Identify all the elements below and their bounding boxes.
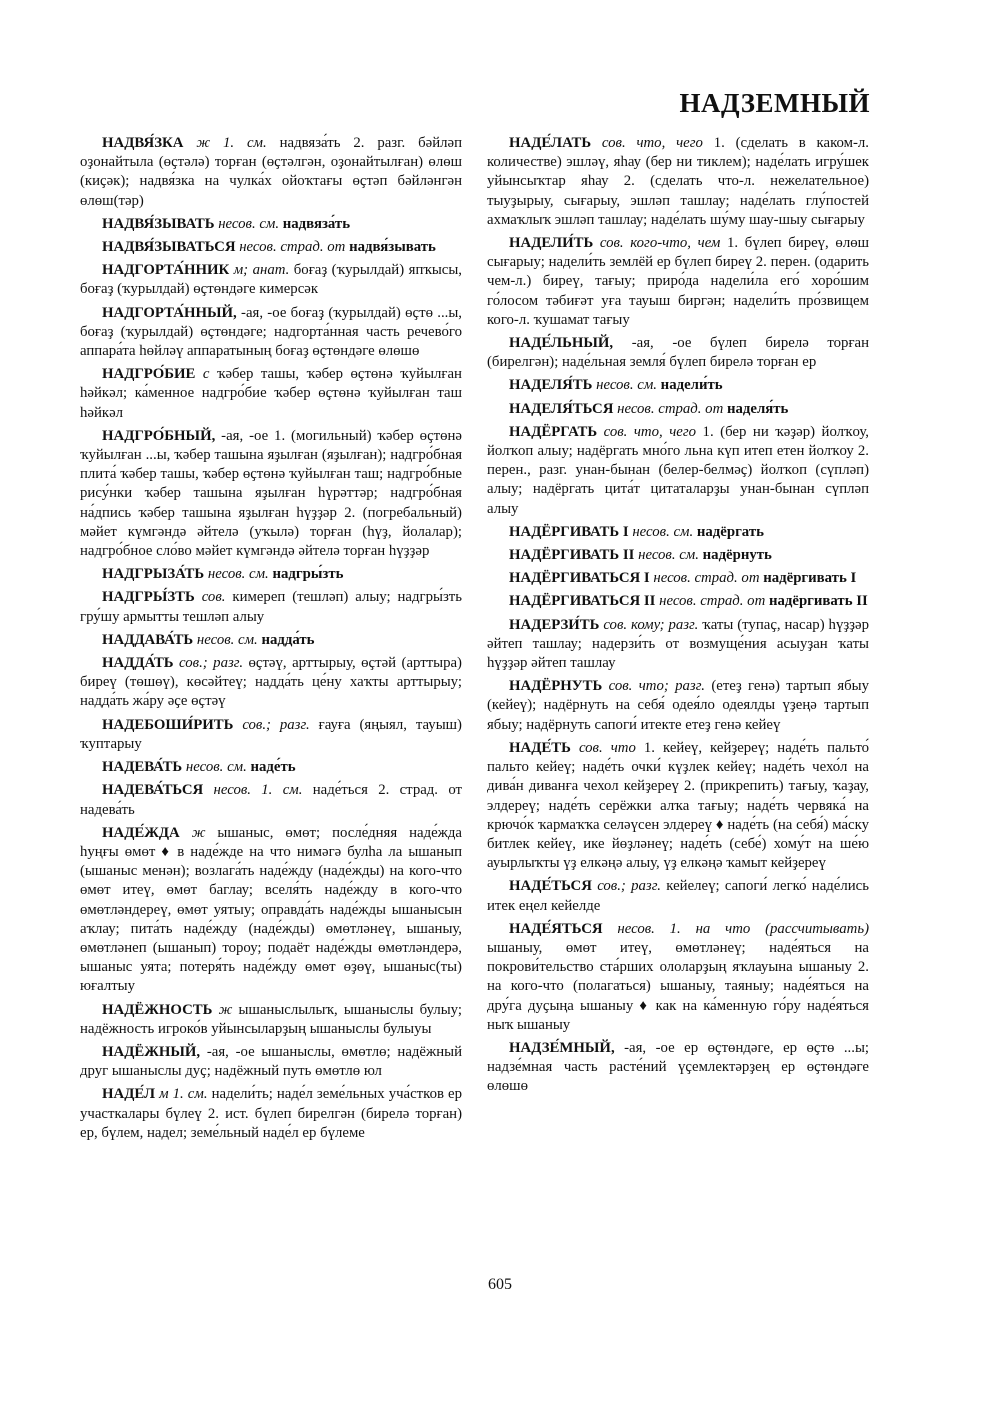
grammar-note: несов. страд. от bbox=[613, 400, 724, 417]
dictionary-entry bbox=[80, 304, 462, 362]
definition: кимереп (тешләп) алыу; надгры́зть гру́шу армытты тешләп алыу bbox=[80, 589, 463, 625]
definition: -ая, -ое 1. (могильный) ҡәбер өҫтөнә ҡуйылған ...ы, ҡәбер ташына яҙылған (яҙылған); надгро́бная плита́ ҡәбер ташы, ҡәбер өҫтөнә ҡуйылған таш; надгро́бные рису́нки ҡәбер ташына яҙылған һүрәттәр; надгро́бная на́дпись ҡәбер ташына яҙылған һүҙҙәр 2. (погребальный) мәйет күмгәндә әйтелә (уҡылә) торған (һүҙ, йолалар); надгро́бное сло́во мәйет күмгәндә әйтелә торған һүҙҙәр bbox=[80, 427, 462, 560]
grammar-note: несов. см. bbox=[628, 523, 694, 540]
definition: 1. (бер ни ҡәҙәр) йолҡоу, йолҡоп алыу; надёргать мно́го льна күп итеп етен йолҡоу 2. перен., разг. унан-бынан (белер-белмәҫ) йолҡоп (сүпләп) алыу; надёргать цита́т цитаталарҙы унан-бынан сүпләп алыу bbox=[487, 423, 869, 517]
grammar-note: несов. см. bbox=[214, 215, 280, 232]
headword: НАДЕБОШИ́РИТЬ bbox=[102, 716, 234, 733]
grammar-note: несов. см. bbox=[634, 547, 699, 564]
grammar-note: сов.; разг. bbox=[233, 716, 310, 733]
headword: НАДЁРГИВАТЬ I bbox=[509, 523, 629, 540]
dictionary-entry bbox=[487, 877, 869, 915]
headword: НАДЕ́ЯТЬСЯ bbox=[509, 920, 603, 937]
grammar-note: м 1. см. bbox=[155, 1086, 208, 1103]
headword: НАДЕВА́ТЬСЯ bbox=[102, 782, 204, 799]
definition: надёргивать I bbox=[759, 570, 857, 587]
definition: надели́ть; наде́л земе́льных уча́стков ер участкалары бүлеү 2. ист. бүлеп бирелгән (бирелә торған) ер, бүлем, надел; земе́льный наде́л ер бүлеме bbox=[80, 1086, 462, 1141]
dictionary-entry bbox=[487, 592, 869, 611]
grammar-note: сов. кому; разг. bbox=[599, 616, 699, 633]
definition: надвяза́ть bbox=[279, 215, 351, 232]
dictionary-entry bbox=[487, 234, 869, 330]
grammar-note: несов. 1. на что (рассчитывать) bbox=[602, 920, 869, 937]
dictionary-entry bbox=[487, 546, 869, 565]
headword: НАДЁРГАТЬ bbox=[509, 423, 598, 440]
grammar-note: несов. см. bbox=[592, 377, 657, 394]
grammar-note: ж 1. см. bbox=[183, 135, 267, 151]
dictionary-entry bbox=[487, 677, 869, 735]
headword: НАДЕЛЯ́ТЬСЯ bbox=[509, 400, 614, 417]
grammar-note: ж bbox=[212, 1001, 233, 1018]
headword: НАДВЯ́ЗЫВАТЬСЯ bbox=[102, 239, 236, 256]
headword: НАДГРЫ́ЗТЬ bbox=[102, 589, 195, 606]
definition: надёрнуть bbox=[698, 547, 772, 564]
definition: надвяза́ть 2. разг. бәйләп оҙонайтыла (өҫтәлә) торған (өҫтәлгән, оҙонайтылған) өлөш (киҫәк); надвя́зка на чулка́х ойоҡтағы өҫтәп бәйләнгән өлөш(тәр) bbox=[80, 135, 463, 209]
headword: НАДЗЕ́МНЫЙ, bbox=[509, 1039, 615, 1056]
dictionary-entry bbox=[487, 523, 869, 542]
grammar-note: сов. кого-что, чем bbox=[593, 235, 721, 252]
grammar-note: с bbox=[195, 366, 210, 383]
headword: НАДДА́ТЬ bbox=[102, 655, 174, 672]
headword: НАДЕ́Л bbox=[102, 1086, 156, 1103]
headword: НАДЕ́ЛЬНЫЙ, bbox=[509, 335, 614, 352]
dictionary-entry bbox=[80, 631, 462, 650]
grammar-note: несов. страд. от bbox=[649, 570, 760, 587]
headword: НАДЁЖНЫЙ, bbox=[102, 1043, 201, 1060]
grammar-note: сов. что, чего bbox=[597, 423, 697, 440]
headword: НАДЁРГИВАТЬ II bbox=[509, 547, 635, 564]
headword: НАДЕ́ТЬСЯ bbox=[509, 878, 592, 895]
definition: надёргивать II bbox=[765, 593, 868, 610]
dictionary-entry bbox=[80, 565, 462, 584]
headword: НАДЕЛЯ́ТЬ bbox=[509, 377, 593, 394]
headword: НАДГОРТА́ННИК bbox=[102, 262, 230, 279]
dictionary-entry bbox=[487, 423, 869, 519]
grammar-note: сов. что bbox=[570, 739, 636, 756]
dictionary-entry bbox=[80, 1001, 462, 1039]
grammar-note: сов. что, чего bbox=[591, 135, 703, 151]
grammar-note: несов. см. bbox=[193, 631, 258, 648]
left-column bbox=[80, 134, 462, 1147]
dictionary-entry bbox=[80, 654, 462, 712]
definition: ҡәбер ташы, ҡәбер өҫтөнә ҡуйылған һәйкәл; ка́менное надгро́бие ҡәбер өҫтөнә ҡуйылған таш һәйкәл bbox=[80, 366, 462, 421]
definition: -ая, -ое бүлеп бирелә торған (бирелгән); наде́льная земля́ бүлеп бирелә торған ер bbox=[487, 335, 869, 371]
definition: 1. (сделать в каком-л. количестве) эшләү, яһау (бер ни тиклем); наде́лать игру́шек уйынсыҡтар яһау 2. (сделать что-л. нежелательное) тыуҙырыу, сығарыу, эшләп ташлау; наде́лать глу́постей ахмаҡлыҡ эшләп ташлау; наде́лать шу́му шау-шыу сығарыу bbox=[487, 135, 869, 228]
dictionary-entry bbox=[487, 134, 869, 230]
right-column bbox=[487, 134, 869, 1101]
dictionary-entry bbox=[487, 334, 869, 372]
headword: НАДЁРГИВАТЬСЯ I bbox=[509, 570, 650, 587]
definition: -ая, -ое боғаҙ (ҡурылдай) өҫтө ...ы, боғаҙ (ҡурылдай) өҫтөндәге; надгорта́нная часть речево́го аппара́та һөйләү аппаратының боғаҙ өҫтөндәге өлөшө bbox=[80, 304, 462, 360]
definition: 1. бүлеп биреү, өлөш сығарыу; надели́ть землёй ер бүлеп биреү 2. перен. (одарить чем-л.) биреү, тағыу; приро́да надели́ла его́ хоро́шим го́лосом тәбиғәт уға тауыш биргән; надели́ть про́звищем кого-л. ҡушамат тағыу bbox=[487, 235, 869, 328]
dictionary-entry bbox=[487, 1039, 869, 1097]
headword: НАДЁРНУТЬ bbox=[509, 678, 603, 695]
running-title: НАДЗЕМНЫЙ bbox=[679, 88, 870, 118]
headword: НАДДАВА́ТЬ bbox=[102, 631, 194, 648]
dictionary-entry bbox=[80, 427, 462, 561]
dictionary-entry bbox=[80, 134, 462, 211]
dictionary-entry bbox=[80, 215, 462, 234]
definition: ҡаты (тупаҫ, насар) һүҙҙәр әйтеп ташлау; надерзи́ть от возмуще́ния асыуҙан ҡаты һүҙҙәр әйтеп ташлау bbox=[487, 616, 869, 672]
headword: НАДЕ́ТЬ bbox=[509, 739, 571, 756]
headword: НАДЁРГИВАТЬСЯ II bbox=[509, 593, 656, 610]
dictionary-entry bbox=[487, 569, 869, 588]
page-number: 605 bbox=[488, 1276, 512, 1293]
definition: ышаныу, өмөт итеү, өмөтләнеү; наде́яться на покрови́тельство ста́рших ололарҙың яҡлауына ышаныу 2. на кого-что (полагаться) ышаныу, таяныу; наде́яться на дру́га дуҫыңа ышаныу ♦ как на ка́менную го́ру наде́яться ныҡ ышаныу bbox=[487, 939, 869, 1033]
grammar-note: несов. см. bbox=[204, 566, 269, 583]
grammar-note: сов.; разг. bbox=[173, 655, 244, 672]
dictionary-entry bbox=[80, 365, 462, 423]
headword: НАДЕЛИ́ТЬ bbox=[509, 235, 594, 252]
dictionary-entry bbox=[80, 238, 462, 257]
definition: наде́ть bbox=[246, 759, 296, 776]
dictionary-entry bbox=[80, 588, 462, 626]
dictionary-entry bbox=[80, 261, 462, 299]
grammar-note: сов. bbox=[194, 589, 226, 606]
headword: НАДЕ́ЖДА bbox=[102, 824, 180, 841]
dictionary-entry bbox=[80, 1085, 462, 1143]
definition: наделя́ть bbox=[723, 400, 789, 417]
dictionary-entry bbox=[80, 824, 462, 997]
dictionary-entry bbox=[487, 376, 869, 395]
grammar-note: ж bbox=[179, 824, 206, 841]
headword: НАДВЯ́ЗЫВАТЬ bbox=[102, 215, 215, 232]
dictionary-entry bbox=[487, 920, 869, 1035]
dictionary-entry bbox=[80, 758, 462, 777]
grammar-note: несов. страд. от bbox=[655, 593, 766, 610]
definition: надёргать bbox=[693, 523, 764, 540]
definition: боғаҙ (ҡурылдай) япҡысы, боғаҙ (ҡурылдай) өҫтөндәге кимерсәк bbox=[80, 262, 462, 298]
headword: НАДЕРЗИ́ТЬ bbox=[509, 616, 600, 633]
definition: надвя́зывать bbox=[345, 239, 436, 256]
grammar-note: несов. страд. от bbox=[235, 239, 346, 256]
definition: надгры́зть bbox=[268, 566, 344, 583]
dictionary-entry bbox=[487, 400, 869, 419]
definition: 1. кейеү, кейҙереү; наде́ть пальто́ пальто кейеү; наде́ть очки́ күҙлек кейеү; наде́ть чехо́л на дива́н диванға чехол кейҙереү 2. (прикрепить) тағыу, ҡаҙау, элдереү; наде́ть серёжки алҡа тағыу; наде́ть червяка́ на крючо́к ҡармаҡҡа селәүсен элдереү ♦ наде́ть (на себя́) ма́ску битлек кейеү, ике йөҙләнеү; наде́ть (себе́) хому́т на ше́ю ауырлыҡты үҙ елкәңә алыу, үҙ елкәңә ҡамыт кейҙереү bbox=[487, 739, 869, 872]
headword: НАДГРО́БНЫЙ, bbox=[102, 427, 216, 444]
grammar-note: несов. 1. см. bbox=[203, 782, 303, 799]
definition: -ая, -ое ышаныслы, өмөтлө; надёжный друг ышаныслы дуҫ; надёжный путь өмөтлө юл bbox=[80, 1043, 462, 1080]
dictionary-entry bbox=[487, 739, 869, 873]
headword: НАДЁЖНОСТЬ bbox=[102, 1001, 213, 1018]
dictionary-entry bbox=[80, 781, 462, 819]
grammar-note: сов. что; разг. bbox=[602, 678, 705, 695]
definition: ышаныслылыҡ, ышаныслы булыу; надёжность игроко́в уйынсыларҙың ышаныслы булыуы bbox=[80, 1001, 462, 1037]
headword: НАДГРО́БИЕ bbox=[102, 366, 196, 383]
dictionary-entry bbox=[80, 1043, 462, 1081]
definition: өҫтәү, арттырыу, өҫтәй (арттыра) биреү (төшөү), көсәйтеү; надда́ть це́ну хаҡты арттырыу; надда́ть жа́ру әҫе өҫтәү bbox=[80, 655, 462, 710]
definition: надда́ть bbox=[257, 631, 315, 648]
definition: кейелеү; сапоги́ легко́ наде́лись итек еңел кейелде bbox=[487, 878, 869, 914]
headword: НАДГРЫЗА́ТЬ bbox=[102, 566, 205, 583]
definition: ғауға (яңыял, тауыш) ҡуптарыу bbox=[80, 716, 462, 752]
grammar-note: м; анат. bbox=[229, 262, 290, 279]
headword: НАДЕВА́ТЬ bbox=[102, 759, 183, 776]
definition: надели́ть bbox=[656, 377, 723, 394]
definition: наде́ться 2. страд. от надева́ть bbox=[80, 782, 462, 818]
dictionary-entry bbox=[487, 616, 869, 674]
headword: НАДГОРТА́ННЫЙ, bbox=[102, 304, 237, 321]
headword: НАДВЯ́ЗКА bbox=[102, 135, 184, 151]
headword: НАДЕ́ЛАТЬ bbox=[509, 135, 592, 151]
dictionary-entry bbox=[80, 716, 462, 754]
definition: -ая, -ое ер өҫтөндәге, ер өҫтө ...ы; надзе́мная часть расте́ний үҫемлектәрҙең ер өҫтөндәге өлөшө bbox=[487, 1039, 869, 1095]
grammar-note: несов. см. bbox=[182, 759, 247, 776]
grammar-note: сов.; разг. bbox=[591, 878, 661, 895]
definition: ышаныс, өмөт; после́дняя наде́жда һуңғы өмөт ♦ в наде́жде на что нимәгә булһа ла ышанып (ышаныс менән); возлага́ть наде́жду (наде́жды) на кого-что өмөт итеү, өмөт баглау; вселя́ть наде́жду в кого-что өмөтләндереү, өмөт уятыу; оправда́ть наде́жды ышаныcын аҡлау; пита́ть наде́жду (наде́жды) өмөтләнеү, ышаныу, өмөтләнеп (ышанып) тороу; подаёт наде́жды өмөтләндерә, ышаныс уята; потеря́ть наде́жду өмөт өҙөү, ышаныс(ты) юғалтыу bbox=[80, 824, 462, 995]
definition: (етеҙ генә) тартып ябыу (кейеү); надёрнуть на себя́ одея́ло одеялды үҙеңә тартып ябыу; надёрнуть сапоги́ итекте етеҙ генә кейеү bbox=[487, 678, 869, 733]
